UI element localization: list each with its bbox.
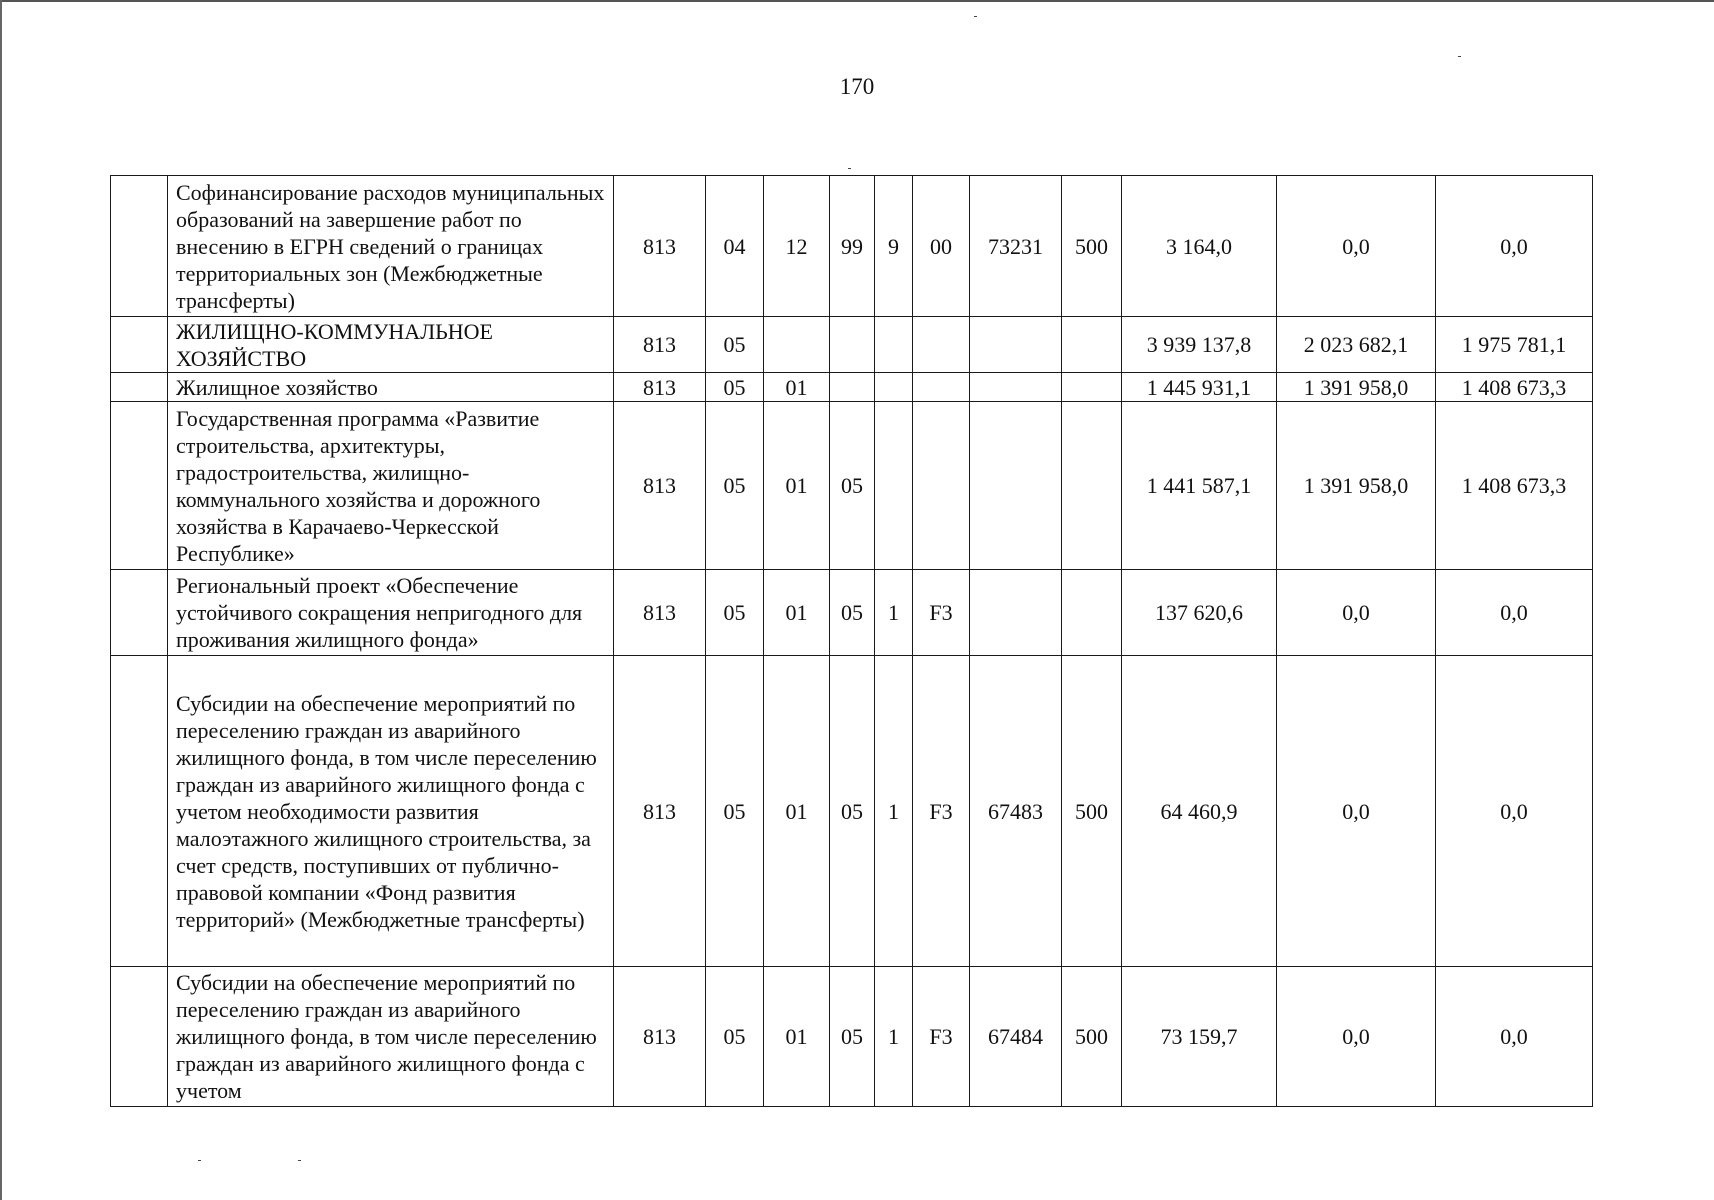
project-code-cell <box>913 373 970 402</box>
subprogram-code-cell <box>875 373 913 402</box>
table-row <box>111 570 1593 656</box>
table-row <box>111 967 1593 1107</box>
amount-year-3-cell: 1 408 673,3 <box>1436 373 1593 402</box>
expense-type-cell: 500 <box>1062 656 1122 967</box>
project-code-cell: F3 <box>913 967 970 1107</box>
program-code-cell <box>830 317 875 373</box>
direction-code-cell <box>970 373 1062 402</box>
subsection-code-cell: 01 <box>764 656 830 967</box>
expense-type-cell <box>1062 570 1122 656</box>
amount-year-3-cell: 1 975 781,1 <box>1436 317 1593 373</box>
table-row <box>111 373 1593 402</box>
amount-year-1-cell: 1 445 931,1 <box>1122 373 1277 402</box>
scan-speck <box>298 1160 301 1161</box>
ministry-code-cell: 813 <box>614 570 706 656</box>
row-number-cell <box>111 967 168 1107</box>
amount-year-2-cell: 2 023 682,1 <box>1277 317 1436 373</box>
amount-year-1-cell: 3 939 137,8 <box>1122 317 1277 373</box>
ministry-code-cell: 813 <box>614 176 706 317</box>
section-code-cell: 05 <box>706 570 764 656</box>
amount-year-2-cell: 1 391 958,0 <box>1277 373 1436 402</box>
subsection-code-cell: 01 <box>764 373 830 402</box>
expense-name-cell: Субсидии на обеспечение мероприятий по переселению граждан из аварийного жилищного фонда, в том числе переселению граждан из аварийного жилищного фонда с учетом необходимости развития малоэтажного жилищного строительства, за счет средств, поступивших от публично-правовой компании «Фонд развития территорий» (Межбюджетные трансферты) <box>168 656 614 967</box>
ministry-code-cell: 813 <box>614 317 706 373</box>
ministry-code-cell: 813 <box>614 656 706 967</box>
expense-type-cell <box>1062 402 1122 570</box>
amount-year-3-cell: 1 408 673,3 <box>1436 402 1593 570</box>
amount-year-1-cell: 64 460,9 <box>1122 656 1277 967</box>
expense-type-cell: 500 <box>1062 176 1122 317</box>
section-code-cell: 05 <box>706 373 764 402</box>
program-code-cell: 05 <box>830 570 875 656</box>
scan-speck <box>848 168 851 169</box>
amount-year-1-cell: 73 159,7 <box>1122 967 1277 1107</box>
subprogram-code-cell <box>875 317 913 373</box>
section-code-cell: 05 <box>706 402 764 570</box>
section-code-cell: 05 <box>706 656 764 967</box>
direction-code-cell <box>970 317 1062 373</box>
expense-name-cell: Софинансирование расходов муниципальных образований на завершение работ по внесению в ЕГРН сведений о границах территориальных зон (Межбюджетные трансферты) <box>168 176 614 317</box>
row-number-cell <box>111 373 168 402</box>
amount-year-1-cell: 137 620,6 <box>1122 570 1277 656</box>
direction-code-cell <box>970 570 1062 656</box>
scan-speck <box>974 16 977 17</box>
subsection-code-cell: 01 <box>764 967 830 1107</box>
expense-type-cell <box>1062 317 1122 373</box>
subsection-code-cell: 12 <box>764 176 830 317</box>
scan-left-edge <box>0 0 2 1200</box>
amount-year-1-cell: 3 164,0 <box>1122 176 1277 317</box>
subprogram-code-cell <box>875 402 913 570</box>
row-number-cell <box>111 656 168 967</box>
project-code-cell: F3 <box>913 570 970 656</box>
expense-name-cell: ЖИЛИЩНО-КОММУНАЛЬНОЕ ХОЗЯЙСТВО <box>168 317 614 373</box>
program-code-cell: 05 <box>830 402 875 570</box>
table-row <box>111 402 1593 570</box>
scan-speck <box>198 1160 201 1161</box>
project-code-cell: F3 <box>913 656 970 967</box>
subsection-code-cell: 01 <box>764 570 830 656</box>
amount-year-1-cell: 1 441 587,1 <box>1122 402 1277 570</box>
section-code-cell: 04 <box>706 176 764 317</box>
program-code-cell: 05 <box>830 967 875 1107</box>
project-code-cell <box>913 317 970 373</box>
row-number-cell <box>111 176 168 317</box>
expense-name-cell: Государственная программа «Развитие строительства, архитектуры, градостроительства, жилищно-коммунального хозяйства и дорожного хозяйства в Карачаево-Черкесской Республике» <box>168 402 614 570</box>
project-code-cell: 00 <box>913 176 970 317</box>
expense-name-cell: Региональный проект «Обеспечение устойчивого сокращения непригодного для проживания жилищного фонда» <box>168 570 614 656</box>
subprogram-code-cell: 1 <box>875 656 913 967</box>
table-row <box>111 656 1593 967</box>
scan-top-edge <box>0 0 1714 2</box>
subprogram-code-cell: 1 <box>875 570 913 656</box>
ministry-code-cell: 813 <box>614 373 706 402</box>
direction-code-cell: 67483 <box>970 656 1062 967</box>
subprogram-code-cell: 9 <box>875 176 913 317</box>
subsection-code-cell: 01 <box>764 402 830 570</box>
section-code-cell: 05 <box>706 967 764 1107</box>
subsection-code-cell <box>764 317 830 373</box>
expense-name-cell: Субсидии на обеспечение мероприятий по переселению граждан из аварийного жилищного фонда, в том числе переселению граждан из аварийного жилищного фонда с учетом <box>168 967 614 1107</box>
ministry-code-cell: 813 <box>614 967 706 1107</box>
ministry-code-cell: 813 <box>614 402 706 570</box>
amount-year-3-cell: 0,0 <box>1436 570 1593 656</box>
direction-code-cell: 67484 <box>970 967 1062 1107</box>
budget-table <box>110 175 1593 1107</box>
amount-year-2-cell: 0,0 <box>1277 570 1436 656</box>
amount-year-2-cell: 1 391 958,0 <box>1277 402 1436 570</box>
table-row <box>111 317 1593 373</box>
program-code-cell: 05 <box>830 656 875 967</box>
amount-year-2-cell: 0,0 <box>1277 656 1436 967</box>
subprogram-code-cell: 1 <box>875 967 913 1107</box>
scan-speck <box>1458 56 1461 57</box>
row-number-cell <box>111 317 168 373</box>
amount-year-3-cell: 0,0 <box>1436 967 1593 1107</box>
row-number-cell <box>111 570 168 656</box>
table-row <box>111 176 1593 317</box>
program-code-cell <box>830 373 875 402</box>
direction-code-cell: 73231 <box>970 176 1062 317</box>
page-number: 170 <box>839 74 875 99</box>
expense-type-cell: 500 <box>1062 967 1122 1107</box>
section-code-cell: 05 <box>706 317 764 373</box>
expense-type-cell <box>1062 373 1122 402</box>
amount-year-2-cell: 0,0 <box>1277 967 1436 1107</box>
expense-name-cell: Жилищное хозяйство <box>168 373 614 402</box>
row-number-cell <box>111 402 168 570</box>
amount-year-3-cell: 0,0 <box>1436 656 1593 967</box>
project-code-cell <box>913 402 970 570</box>
direction-code-cell <box>970 402 1062 570</box>
program-code-cell: 99 <box>830 176 875 317</box>
amount-year-2-cell: 0,0 <box>1277 176 1436 317</box>
amount-year-3-cell: 0,0 <box>1436 176 1593 317</box>
